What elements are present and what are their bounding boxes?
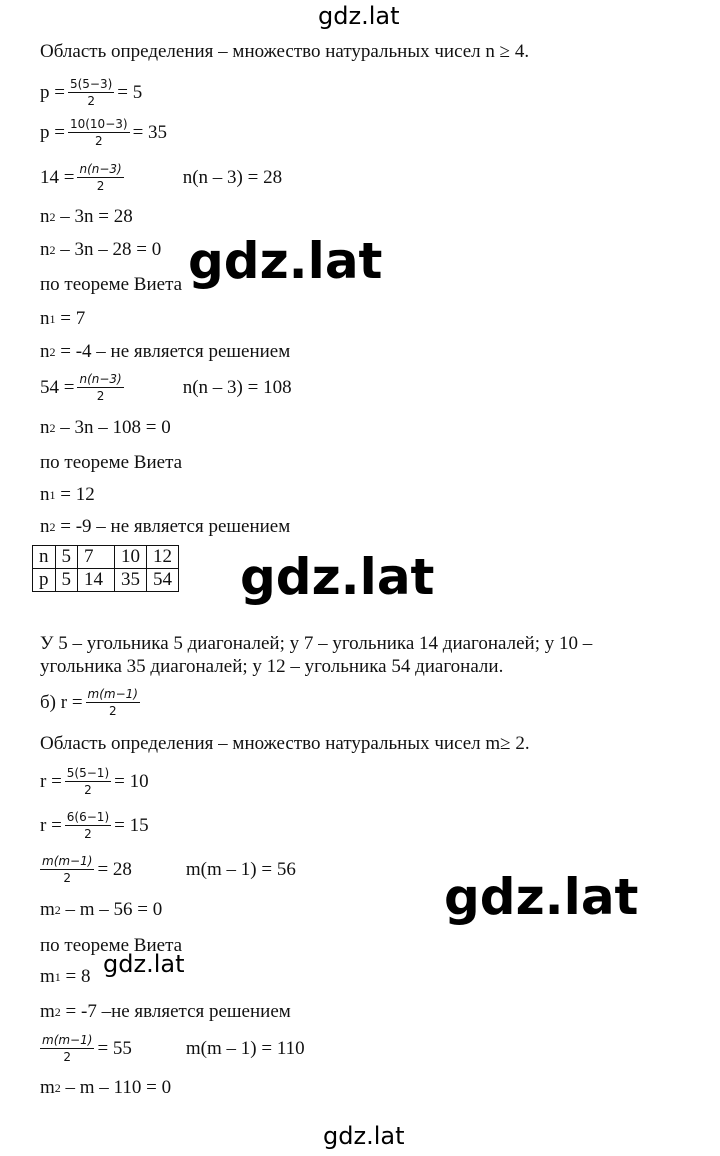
formula-side: m(m – 1) = 110 <box>185 1038 305 1059</box>
table-cell: 12 <box>147 546 179 569</box>
denominator: 2 <box>96 389 105 403</box>
formula-side: n(n – 3) = 28 <box>182 167 283 188</box>
watermark-bottom: gdz.lat <box>323 1122 405 1150</box>
var: n <box>40 341 50 362</box>
equation-14 <box>40 163 282 192</box>
watermark-large: gdz.lat <box>240 548 435 606</box>
denominator: 2 <box>96 179 105 193</box>
watermark-small: gdz.lat <box>103 950 185 978</box>
fraction <box>86 688 140 717</box>
root-n2-b <box>40 517 290 536</box>
fraction <box>68 78 114 107</box>
table-cell: 5 <box>55 569 78 592</box>
equation-55 <box>37 1034 305 1063</box>
rest: = -7 –не является решением <box>60 1001 291 1022</box>
var: m <box>40 899 55 920</box>
var: m <box>40 1001 55 1022</box>
fraction <box>65 811 111 840</box>
formula-right: = 15 <box>114 815 149 836</box>
root-n2 <box>40 342 290 361</box>
rest: – 3n – 108 = 0 <box>55 417 171 438</box>
formula-left: p = <box>40 122 65 143</box>
var: n <box>40 308 50 329</box>
fraction <box>68 118 130 147</box>
rest: = -9 – не является решением <box>55 516 291 537</box>
var: m <box>40 1077 55 1098</box>
root-m2 <box>40 1002 291 1021</box>
table-cell: 7 <box>78 546 115 569</box>
formula-side: n(n – 3) = 108 <box>182 377 292 398</box>
var: n <box>40 417 50 438</box>
subscript: 1 <box>54 969 61 984</box>
vieta-label-b: по теореме Виета <box>40 935 183 956</box>
conclusion-line-2: угольника 35 диагоналей; у 12 – угольника 54 диагонали. <box>40 656 504 677</box>
rest: – 3n = 28 <box>55 206 133 227</box>
domain-text-a: Область определения – множество натуральных чисел n ≥ 4. <box>40 41 530 62</box>
watermark-top: gdz.lat <box>318 2 400 30</box>
formula-right: = 55 <box>97 1038 132 1059</box>
formula-left: б) r = <box>40 692 83 713</box>
table-row <box>33 546 179 569</box>
equation-54 <box>40 373 292 402</box>
quadratic-1 <box>40 207 133 226</box>
table-cell: p <box>33 569 56 592</box>
exponent: 2 <box>54 902 61 917</box>
numerator: n(n−3) <box>79 372 122 386</box>
denominator: 2 <box>84 827 92 841</box>
exponent: 2 <box>49 209 56 224</box>
formula-p10 <box>40 118 167 147</box>
fraction <box>40 1034 94 1063</box>
exponent: 2 <box>49 242 56 257</box>
subscript: 1 <box>49 487 56 502</box>
formula-p5 <box>40 78 142 107</box>
subscript: 2 <box>49 519 56 534</box>
rest: – 3n – 28 = 0 <box>55 239 162 260</box>
formula-r5 <box>40 767 149 796</box>
watermark-large: gdz.lat <box>444 868 639 926</box>
formula-right: = 5 <box>117 82 143 103</box>
values-table <box>32 545 179 592</box>
rest: = 8 <box>60 966 91 987</box>
numerator: 10(10−3) <box>69 117 128 131</box>
numerator: m(m−1) <box>87 687 138 701</box>
formula-right: = 35 <box>132 122 168 143</box>
table-cell: 5 <box>55 546 78 569</box>
vieta-label-2: по теореме Виета <box>40 452 183 473</box>
denominator: 2 <box>84 783 92 797</box>
domain-text-b: Область определения – множество натуральных чисел m≥ 2. <box>40 733 530 754</box>
fraction <box>40 855 94 884</box>
formula-right: = 10 <box>114 771 149 792</box>
var: n <box>40 239 50 260</box>
denominator: 2 <box>87 94 95 108</box>
numerator: 6(6−1) <box>66 810 110 824</box>
rest: = 7 <box>55 308 86 329</box>
subscript: 2 <box>54 1004 61 1019</box>
root-m1 <box>40 967 91 986</box>
formula-r <box>40 688 143 717</box>
numerator: 5(5−3) <box>69 77 113 91</box>
var: n <box>40 484 50 505</box>
exponent: 2 <box>49 420 56 435</box>
root-n1-b <box>40 485 95 504</box>
quadratic-2 <box>40 240 161 259</box>
root-n1 <box>40 309 85 328</box>
denominator: 2 <box>108 704 117 718</box>
table-cell: 35 <box>115 569 147 592</box>
var: n <box>40 516 50 537</box>
watermark-large: gdz.lat <box>188 232 383 290</box>
table-cell: 10 <box>115 546 147 569</box>
formula-left: r = <box>40 815 62 836</box>
quadratic-3 <box>40 418 171 437</box>
rest: = 12 <box>55 484 95 505</box>
formula-left: 14 = <box>40 167 75 188</box>
fraction <box>65 767 111 796</box>
formula-left: 54 = <box>40 377 75 398</box>
numerator: n(n−3) <box>79 162 122 176</box>
formula-left: p = <box>40 82 65 103</box>
formula-right: = 28 <box>97 859 132 880</box>
table-cell: 14 <box>78 569 115 592</box>
rest: – m – 110 = 0 <box>60 1077 172 1098</box>
exponent: 2 <box>54 1080 61 1095</box>
subscript: 2 <box>49 344 56 359</box>
quadratic-b-1 <box>40 900 162 919</box>
vieta-label-1: по теореме Виета <box>40 274 183 295</box>
denominator: 2 <box>63 1050 72 1064</box>
numerator: m(m−1) <box>42 854 93 868</box>
formula-r6 <box>40 811 149 840</box>
var: m <box>40 966 55 987</box>
numerator: 5(5−1) <box>66 766 110 780</box>
equation-28 <box>37 855 296 884</box>
table-cell: 54 <box>147 569 179 592</box>
denominator: 2 <box>94 134 103 148</box>
table-row <box>33 569 179 592</box>
var: n <box>40 206 50 227</box>
table-cell: n <box>33 546 56 569</box>
fraction <box>77 163 123 192</box>
formula-left: r = <box>40 771 62 792</box>
quadratic-b-2 <box>40 1078 171 1097</box>
rest: – m – 56 = 0 <box>60 899 163 920</box>
denominator: 2 <box>63 871 72 885</box>
formula-side: m(m – 1) = 56 <box>185 859 296 880</box>
fraction <box>77 373 123 402</box>
subscript: 1 <box>49 311 56 326</box>
numerator: m(m−1) <box>42 1033 93 1047</box>
rest: = -4 – не является решением <box>55 341 291 362</box>
conclusion-line-1: У 5 – угольника 5 диагоналей; у 7 – угольника 14 диагоналей; у 10 – <box>40 633 593 654</box>
